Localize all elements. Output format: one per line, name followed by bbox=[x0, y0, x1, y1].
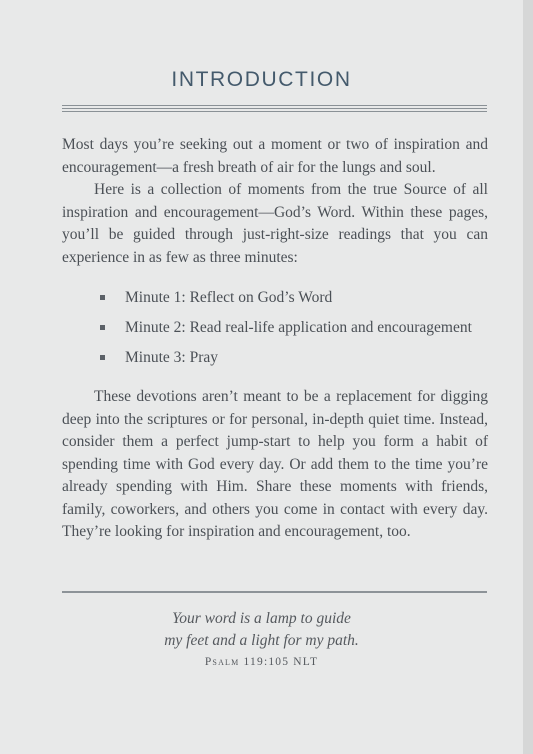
list-item-text: Minute 1: Reflect on God’s Word bbox=[125, 289, 333, 306]
quote-line-2: my feet and a light for my path. bbox=[164, 632, 359, 649]
square-bullet-icon bbox=[100, 295, 105, 300]
list-item bbox=[100, 287, 488, 308]
page-title: INTRODUCTION bbox=[171, 68, 352, 91]
divider-line bbox=[62, 111, 487, 112]
paragraph-3: These devotions aren’t meant to be a replacement for digging deep into the scriptures or for personal, in-depth quiet time. Instead, consider them a perfect jump-start to help you form a habit of spending time with God every day. Or add them to the time you’re already spending with Him. Share these moments with friends, family, coworkers, and others you come in contact with every day. They’re looking for inspiration and encouragement, too. bbox=[62, 388, 488, 540]
list-item bbox=[100, 347, 488, 368]
list-item bbox=[100, 317, 488, 338]
divider-line bbox=[62, 105, 487, 106]
divider-line bbox=[62, 108, 487, 109]
quote-line-1: Your word is a lamp to guide bbox=[172, 610, 351, 627]
scripture-citation: Psalm 119:105 NLT bbox=[204, 656, 319, 668]
square-bullet-icon bbox=[100, 355, 105, 360]
paragraph-1: Most days you’re seeking out a moment or two of inspiration and encouragement—a fresh breath of air for the lungs and soul. bbox=[62, 136, 488, 176]
title-divider bbox=[62, 105, 487, 117]
paragraph-2: Here is a collection of moments from the true Source of all inspiration and encouragement—God’s Word. Within these pages, you’ll be guided through just-right-size readings that you can experience in as few as three minutes: bbox=[62, 181, 488, 266]
list-item-text: Minute 2: Read real-life application and encouragement bbox=[125, 319, 472, 336]
introduction-body bbox=[62, 134, 488, 544]
square-bullet-icon bbox=[100, 325, 105, 330]
minute-list bbox=[62, 287, 488, 368]
list-item-text: Minute 3: Pray bbox=[125, 349, 218, 366]
scripture-quote bbox=[0, 608, 523, 652]
quote-divider bbox=[62, 591, 487, 593]
